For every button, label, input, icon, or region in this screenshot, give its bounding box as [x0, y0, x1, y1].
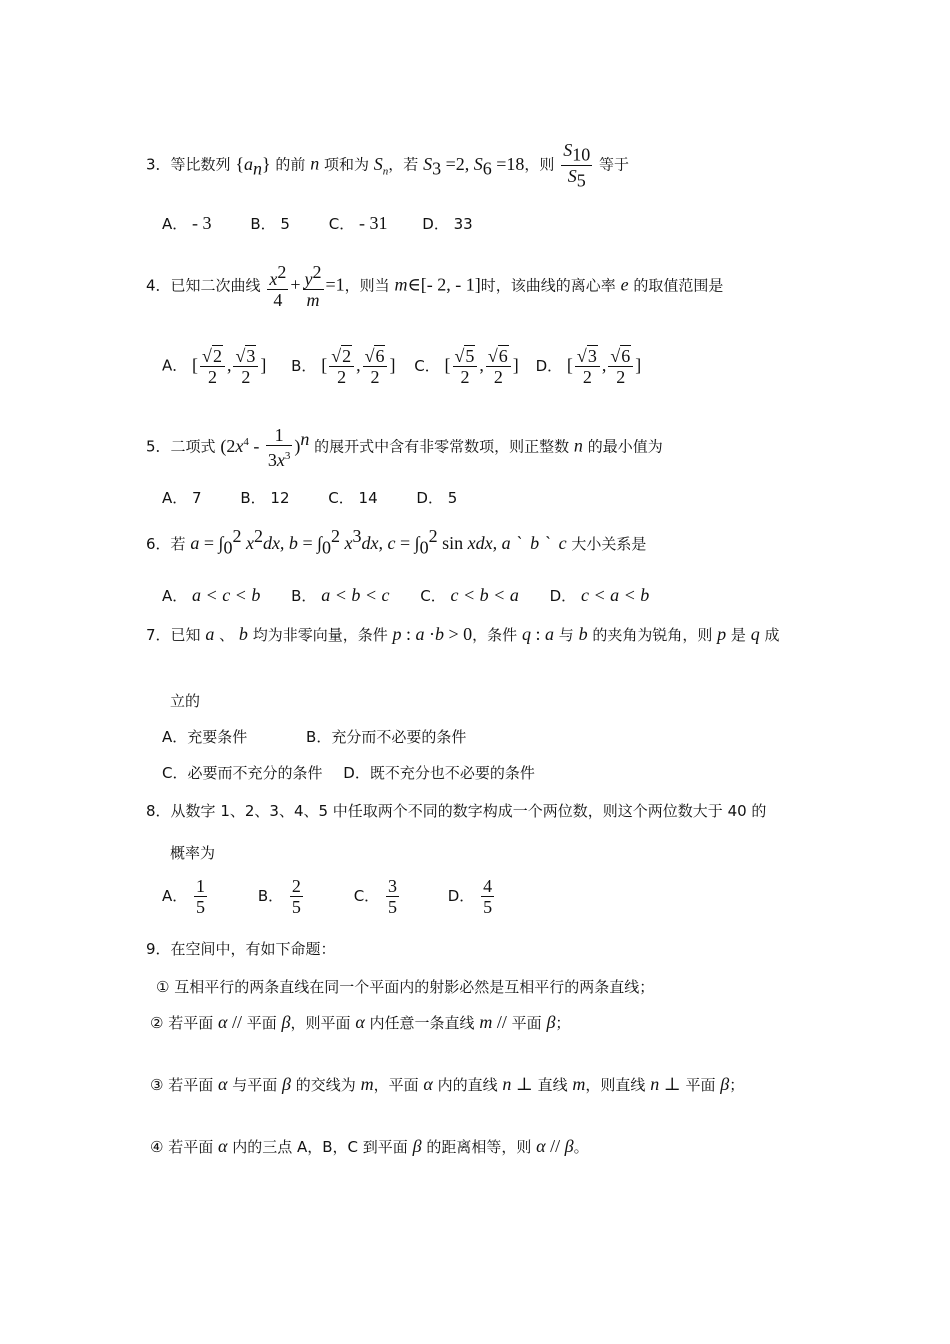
option-b: B．	[257, 887, 284, 905]
option-c: C．	[328, 215, 355, 233]
math-n-perp: n ⊥	[502, 1074, 533, 1094]
text: 若	[170, 535, 186, 553]
option-c-value: - 31	[358, 213, 388, 233]
text: 时，该曲线的离心率	[480, 276, 616, 295]
text: 与	[558, 626, 574, 644]
math-alpha: α	[423, 1074, 433, 1094]
text: 二项式	[170, 437, 216, 456]
question-3	[146, 140, 629, 190]
text: 与平面	[232, 1076, 278, 1094]
option-d: D．	[535, 356, 563, 375]
proposition-3	[150, 1074, 744, 1095]
text: ④ 若平面	[150, 1138, 214, 1156]
text: 是	[730, 626, 746, 644]
question-number: 5．	[146, 437, 171, 456]
text: 、	[219, 626, 235, 644]
math-fraction: $\frac{S_{10}}{S_5}$	[563, 140, 591, 191]
math-alpha: α	[355, 1012, 365, 1032]
math-p: p	[717, 624, 727, 644]
option-a: A．	[162, 887, 188, 905]
question-number: 3．	[146, 155, 171, 174]
option-d-value: [ $\frac{√3}{2}$ , $\frac{√6}{2}$ ]	[566, 346, 642, 387]
q4-options	[162, 346, 641, 387]
text: 大小关系是	[571, 535, 647, 553]
option-a: A．	[162, 587, 188, 605]
option-c: C．	[414, 356, 440, 375]
text: 内的直线	[437, 1076, 498, 1094]
q6-options	[162, 585, 649, 606]
question-number: 8．	[146, 802, 171, 820]
text: 内任意一条直线	[369, 1014, 475, 1032]
math-alpha-parallel: α //	[218, 1012, 242, 1032]
math-condition: $S_3 =2$, $S_6 =18$	[423, 153, 525, 179]
text: 成	[764, 626, 780, 644]
math-a: a	[205, 624, 215, 644]
option-d: D．	[447, 887, 475, 905]
text: 的前	[275, 155, 306, 174]
text: 平面	[511, 1014, 542, 1032]
question-7-continuation: 立的	[170, 692, 201, 710]
text: 从数字 1、2、3、4、5 中任取两个不同的数字构成一个两位数，则这个两位数大于 40 的	[170, 802, 767, 820]
q5-options	[162, 487, 457, 508]
question-9	[146, 938, 336, 959]
option-b-value: $\frac{2}{5}$	[291, 876, 301, 917]
math-n: n	[310, 153, 320, 174]
option-b-value: a < b < c	[321, 585, 390, 605]
math-beta: β	[720, 1074, 730, 1094]
math-e: e	[620, 274, 629, 295]
math-fraction-x: $\frac{x^2}{4}$	[269, 262, 287, 310]
option-b: B．充分而不必要的条件	[306, 728, 467, 746]
text: 直线	[537, 1076, 568, 1094]
option-c-value: c < b < a	[450, 585, 519, 605]
option-a: A．	[162, 215, 188, 233]
text: ，则	[524, 155, 555, 174]
option-b: B．	[291, 356, 317, 375]
option-a-value: [ $\frac{√2}{2}$ , $\frac{√3}{2}$ ]	[192, 346, 267, 387]
text: 平面	[246, 1014, 277, 1032]
text: 内的三点 A，B，C 到平面	[232, 1138, 408, 1156]
option-a-value: $\frac{1}{5}$	[196, 876, 206, 917]
text: ，条件	[472, 626, 518, 644]
option-d: D． 33	[422, 215, 473, 233]
proposition-1: ① 互相平行的两条直线在同一个平面内的射影必然是互相平行的两条直线；	[156, 978, 655, 996]
question-number: 4．	[146, 276, 171, 295]
math-b: b	[238, 624, 248, 644]
math-beta: β	[282, 1074, 291, 1094]
option-b-value: [ $\frac{√2}{2}$ , $\frac{√6}{2}$ ]	[321, 346, 396, 387]
text: ；	[729, 1076, 745, 1094]
question-7	[146, 624, 780, 645]
question-number: 9．	[146, 940, 171, 958]
text: 的展开式中含有非零常数项，则正整数	[314, 437, 570, 456]
text: 的距离相等，则	[426, 1138, 532, 1156]
text: ；	[555, 1014, 571, 1032]
text: 已知二次曲线	[170, 276, 261, 295]
option-c: C．	[420, 587, 446, 605]
question-8-continuation: 概率为	[170, 844, 216, 862]
option-d-value: $\frac{4}{5}$	[483, 876, 493, 917]
q7-options-row1	[162, 726, 466, 747]
math-m: m	[360, 1074, 374, 1094]
option-a: A． 7	[162, 489, 202, 507]
math-n: n	[573, 435, 583, 456]
math-beta: β	[546, 1012, 556, 1032]
math-alpha: α	[218, 1074, 228, 1094]
math-fraction-y: $\frac{y^2}{m}$	[304, 262, 322, 310]
option-b: B． 12	[240, 489, 290, 507]
question-5	[146, 425, 663, 470]
text: ，则当	[344, 276, 390, 295]
option-d: D．	[549, 587, 577, 605]
text: ③ 若平面	[150, 1076, 214, 1094]
proposition-4	[150, 1136, 589, 1157]
math-integrals: $a = \int_0^2$ $x^2dx$, $b = \int_0^2$ $x^3dx$, $c = \int_0^2$ sin xdx, a ` b ` c	[190, 526, 567, 558]
question-number: 7．	[146, 626, 171, 644]
math-alpha: α	[218, 1136, 228, 1156]
text: ，则直线	[585, 1076, 646, 1094]
text: 已知	[170, 626, 201, 644]
question-number: 6．	[146, 535, 171, 553]
text: 的夹角为锐角，则	[592, 626, 713, 644]
option-c: C．	[353, 887, 380, 905]
text: 平面	[685, 1076, 716, 1094]
option-d: D．既不充分也不必要的条件	[343, 764, 535, 782]
math-binomial: ($2x^4$ - $\frac{1}{3x^3}$ )$^n$	[220, 425, 310, 470]
option-d: D． 5	[416, 489, 458, 507]
text: 在空间中，有如下命题：	[170, 940, 336, 958]
math-beta: β	[281, 1012, 291, 1032]
text: ② 若平面	[150, 1014, 214, 1032]
text: 等于	[598, 155, 629, 174]
option-a-value: - 3	[192, 213, 212, 233]
math-b: b	[578, 624, 588, 644]
option-c-value: [ $\frac{√5}{2}$ , $\frac{√6}{2}$ ]	[444, 346, 519, 387]
question-8	[146, 800, 766, 821]
option-b: B．	[291, 587, 317, 605]
text: 的交线为	[295, 1076, 356, 1094]
question-6	[146, 526, 646, 559]
q7-options-row2	[162, 762, 535, 783]
q8-options	[162, 876, 496, 917]
math-m-parallel: m //	[479, 1012, 507, 1032]
text: 均为非零向量，条件	[252, 626, 388, 644]
text: 等比数列	[170, 155, 231, 174]
option-a-value: a < c < b	[192, 585, 261, 605]
question-4: 4．已知二次曲线 $\frac{x^2}{4}$ + $\frac{y^2}{m}$ =1，则当 m∈[- 2, - 1]时，该曲线的离心率 e 的取值范围是	[146, 262, 724, 310]
math-m: m	[572, 1074, 586, 1094]
math-beta: β	[412, 1136, 422, 1156]
option-c: C．必要而不充分的条件	[162, 764, 323, 782]
option-d-value: c < a < b	[580, 585, 650, 605]
proposition-2	[150, 1012, 570, 1033]
option-c-value: $\frac{3}{5}$	[387, 876, 397, 917]
math-sequence: $\{a_n\}$	[235, 153, 271, 179]
math-range: m∈[- 2, - 1]	[394, 274, 481, 295]
option-a: A．充要条件	[162, 728, 248, 746]
text: ，若	[388, 155, 419, 174]
math-q: q	[750, 624, 760, 644]
math-alpha-parallel-beta: α // β	[536, 1136, 574, 1156]
text: 的取值范围是	[633, 276, 724, 295]
option-b: B． 5	[250, 215, 290, 233]
text: ，平面	[373, 1076, 419, 1094]
text: 。	[573, 1138, 589, 1156]
text: ，则平面	[290, 1014, 351, 1032]
math-sn: $S_n$	[373, 153, 389, 178]
option-c: C． 14	[328, 489, 378, 507]
math-n-perp: n ⊥	[650, 1074, 681, 1094]
q3-options	[162, 213, 473, 234]
text: 项和为	[323, 155, 369, 174]
text: 的最小值为	[587, 437, 663, 456]
math-condition-p: p : a ·b > 0	[392, 624, 473, 644]
math-condition-q: q : a	[521, 624, 554, 644]
option-a: A．	[162, 356, 188, 375]
